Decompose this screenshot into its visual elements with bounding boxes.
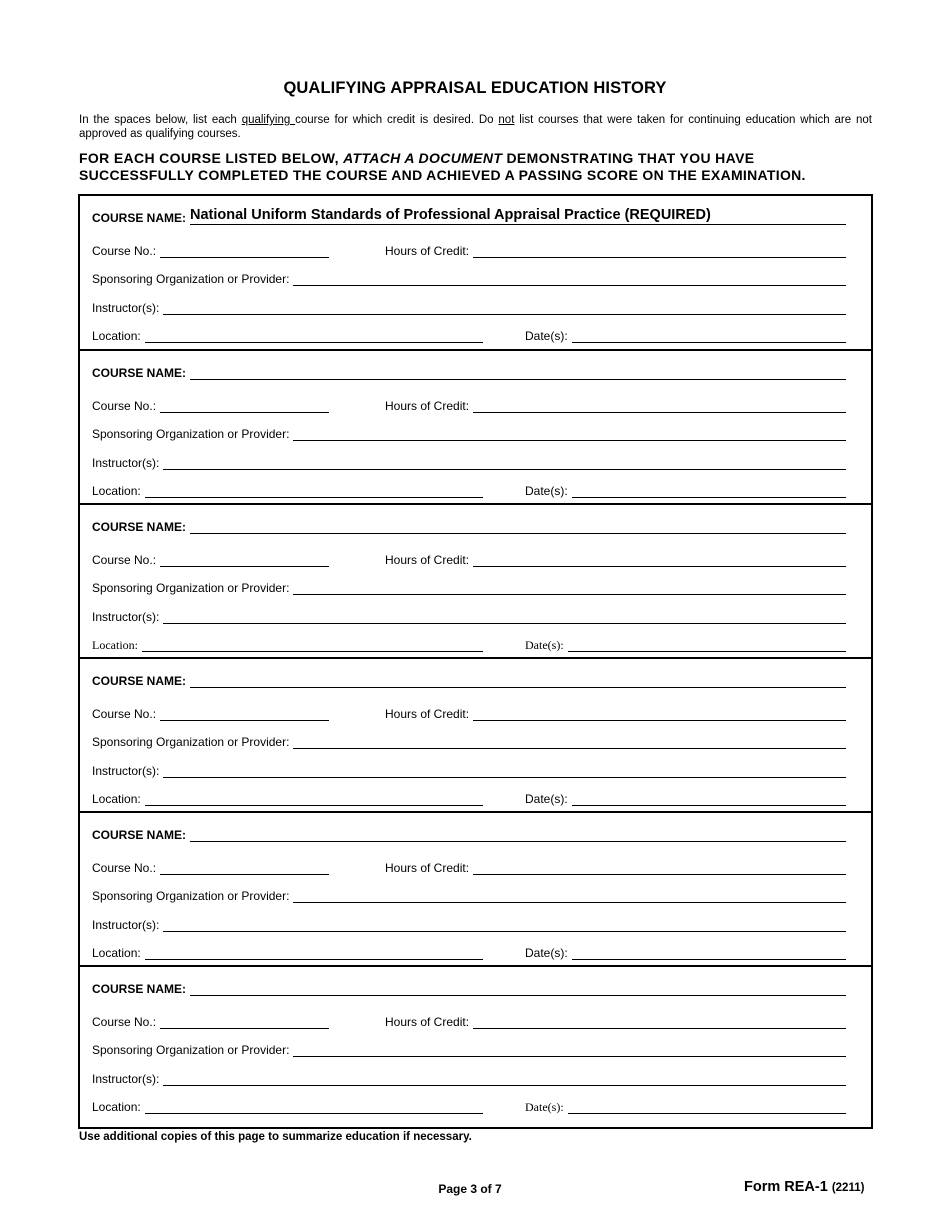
dates-input-line[interactable]: [568, 637, 846, 652]
sponsor-input-line[interactable]: [293, 580, 846, 595]
dates-field: [525, 791, 846, 806]
course-no-field: [92, 552, 329, 567]
course-no-field: [92, 860, 329, 875]
dates-label: Date(s):: [525, 946, 568, 960]
page-number: Page 3 of 7: [438, 1182, 502, 1196]
course-no-input-line[interactable]: [160, 243, 329, 258]
course-no-field: [92, 1014, 329, 1029]
hours-input-line[interactable]: [473, 398, 846, 413]
location-label: Location:: [92, 329, 141, 343]
course-no-label: Course No.:: [92, 1015, 157, 1029]
hours-input-line[interactable]: [473, 552, 846, 567]
sponsor-label: Sponsoring Organization or Provider:: [92, 272, 290, 286]
location-label: Location:: [92, 638, 138, 652]
dates-input-line[interactable]: [568, 1099, 846, 1114]
instructors-field: [92, 609, 846, 624]
sponsor-label: Sponsoring Organization or Provider:: [92, 1043, 290, 1057]
intro-text: In the spaces below, list each: [79, 114, 242, 126]
course-name-field: [92, 981, 846, 996]
sponsor-field: [92, 426, 846, 441]
dates-field: [525, 945, 846, 960]
hours-input-line[interactable]: [473, 1014, 846, 1029]
course-name-field: [92, 207, 846, 225]
instructors-label: Instructor(s):: [92, 610, 160, 624]
hours-label: Hours of Credit:: [385, 553, 470, 567]
course-block: [80, 813, 871, 967]
course-name-label: COURSE NAME:: [92, 366, 187, 380]
course-name-input-line[interactable]: [190, 827, 846, 842]
instructors-input-line[interactable]: [163, 1071, 846, 1086]
dates-field: [525, 483, 846, 498]
course-block: [80, 659, 871, 813]
instructions-paragraph: [79, 114, 872, 141]
course-no-input-line[interactable]: [160, 860, 329, 875]
location-field: [92, 791, 483, 806]
footnote: Use additional copies of this page to summarize education if necessary.: [79, 1131, 472, 1143]
course-name-field: [92, 365, 846, 380]
location-field: [92, 1099, 483, 1114]
sponsor-label: Sponsoring Organization or Provider:: [92, 581, 290, 595]
course-name-field: [92, 519, 846, 534]
dates-input-line[interactable]: [572, 945, 846, 960]
course-name-input-line[interactable]: [190, 673, 846, 688]
intro-text: list courses that were taken for continuing education which are not approved as qualifying courses.: [79, 114, 872, 140]
course-no-input-line[interactable]: [160, 552, 329, 567]
location-label: Location:: [92, 1100, 141, 1114]
dates-input-line[interactable]: [572, 483, 846, 498]
location-input-line[interactable]: [145, 791, 483, 806]
dates-field: [525, 1099, 846, 1114]
course-name-label: COURSE NAME:: [92, 828, 187, 842]
instructors-field: [92, 917, 846, 932]
course-name-label: COURSE NAME:: [92, 674, 187, 688]
hours-field: [385, 860, 846, 875]
location-field: [92, 637, 483, 652]
location-input-line[interactable]: [145, 483, 483, 498]
dates-input-line[interactable]: [572, 328, 846, 343]
hours-field: [385, 706, 846, 721]
course-no-label: Course No.:: [92, 244, 157, 258]
sponsor-field: [92, 888, 846, 903]
page-title: QUALIFYING APPRAISAL EDUCATION HISTORY: [283, 79, 667, 97]
attachment-warning: [79, 150, 872, 184]
instructors-label: Instructor(s):: [92, 764, 160, 778]
sponsor-label: Sponsoring Organization or Provider:: [92, 889, 290, 903]
dates-label: Date(s):: [525, 484, 568, 498]
course-no-input-line[interactable]: [160, 398, 329, 413]
hours-field: [385, 1014, 846, 1029]
location-field: [92, 945, 483, 960]
instructors-label: Instructor(s):: [92, 456, 160, 470]
course-no-label: Course No.:: [92, 553, 157, 567]
sponsor-input-line[interactable]: [293, 271, 846, 286]
location-label: Location:: [92, 484, 141, 498]
hours-label: Hours of Credit:: [385, 861, 470, 875]
course-no-label: Course No.:: [92, 861, 157, 875]
course-name-field: [92, 827, 846, 842]
course-no-field: [92, 398, 329, 413]
course-block: [80, 351, 871, 505]
location-input-line[interactable]: [145, 328, 483, 343]
intro-emphasis-qualifying: qualifying: [241, 114, 296, 126]
instructors-label: Instructor(s):: [92, 301, 160, 315]
course-name-value: National Uniform Standards of Professional Appraisal Practice (REQUIRED): [190, 207, 711, 223]
intro-text: course for which credit is desired. Do: [295, 114, 499, 126]
dates-label: Date(s):: [525, 1100, 564, 1114]
course-no-field: [92, 706, 329, 721]
sponsor-label: Sponsoring Organization or Provider:: [92, 427, 290, 441]
dates-label: Date(s):: [525, 638, 564, 652]
course-name-field: [92, 673, 846, 688]
instructors-input-line[interactable]: [163, 300, 846, 315]
hours-label: Hours of Credit:: [385, 399, 470, 413]
dates-input-line[interactable]: [572, 791, 846, 806]
intro-emphasis-not: not: [498, 114, 515, 126]
location-field: [92, 483, 483, 498]
course-block: [80, 196, 871, 350]
warning-text-line2: SUCCESSFULLY COMPLETED THE COURSE AND ACHIEVED A PASSING SCORE ON THE EXAMINATION.: [79, 167, 806, 183]
sponsor-label: Sponsoring Organization or Provider:: [92, 735, 290, 749]
dates-label: Date(s):: [525, 792, 568, 806]
warning-text: DEMONSTRATING THAT YOU HAVE: [502, 150, 755, 166]
sponsor-input-line[interactable]: [293, 734, 846, 749]
location-label: Location:: [92, 946, 141, 960]
sponsor-field: [92, 580, 846, 595]
instructors-label: Instructor(s):: [92, 1072, 160, 1086]
instructors-input-line[interactable]: [163, 455, 846, 470]
hours-label: Hours of Credit:: [385, 1015, 470, 1029]
instructors-input-line[interactable]: [163, 609, 846, 624]
instructors-field: [92, 1071, 846, 1086]
sponsor-field: [92, 1042, 846, 1057]
instructors-input-line[interactable]: [163, 917, 846, 932]
hours-field: [385, 552, 846, 567]
location-field: [92, 328, 483, 343]
course-no-input-line[interactable]: [160, 1014, 329, 1029]
dates-field: [525, 328, 846, 343]
instructors-label: Instructor(s):: [92, 918, 160, 932]
warning-emphasis: ATTACH A DOCUMENT: [343, 150, 503, 166]
sponsor-input-line[interactable]: [293, 426, 846, 441]
course-no-field: [92, 243, 329, 258]
course-name-input-line[interactable]: [190, 365, 846, 380]
hours-label: Hours of Credit:: [385, 707, 470, 721]
location-input-line[interactable]: [145, 945, 483, 960]
warning-text: FOR EACH COURSE LISTED BELOW,: [79, 150, 344, 166]
sponsor-input-line[interactable]: [293, 1042, 846, 1057]
dates-label: Date(s):: [525, 329, 568, 343]
sponsor-field: [92, 271, 846, 286]
form-revision: (2211): [831, 1182, 865, 1194]
location-input-line[interactable]: [142, 637, 483, 652]
course-no-label: Course No.:: [92, 707, 157, 721]
course-no-label: Course No.:: [92, 399, 157, 413]
course-no-input-line[interactable]: [160, 706, 329, 721]
hours-field: [385, 243, 846, 258]
hours-input-line[interactable]: [473, 243, 846, 258]
form-id: Form REA-1: [744, 1179, 828, 1195]
course-block: [80, 967, 871, 1121]
course-name-label: COURSE NAME:: [92, 982, 187, 996]
instructors-input-line[interactable]: [163, 763, 846, 778]
form-identifier: [744, 1179, 864, 1195]
sponsor-field: [92, 734, 846, 749]
course-name-input-line[interactable]: [190, 981, 846, 996]
course-name-input-line[interactable]: [190, 519, 846, 534]
hours-field: [385, 398, 846, 413]
location-label: Location:: [92, 792, 141, 806]
instructors-field: [92, 455, 846, 470]
instructors-field: [92, 300, 846, 315]
instructors-field: [92, 763, 846, 778]
location-input-line[interactable]: [145, 1099, 483, 1114]
course-name-label: COURSE NAME:: [92, 520, 187, 534]
course-name-label: COURSE NAME:: [92, 211, 187, 225]
hours-input-line[interactable]: [473, 706, 846, 721]
hours-label: Hours of Credit:: [385, 244, 470, 258]
course-list-frame: [78, 194, 873, 1129]
hours-input-line[interactable]: [473, 860, 846, 875]
dates-field: [525, 637, 846, 652]
course-block: [80, 505, 871, 659]
sponsor-input-line[interactable]: [293, 888, 846, 903]
course-name-input-line[interactable]: [190, 207, 846, 225]
